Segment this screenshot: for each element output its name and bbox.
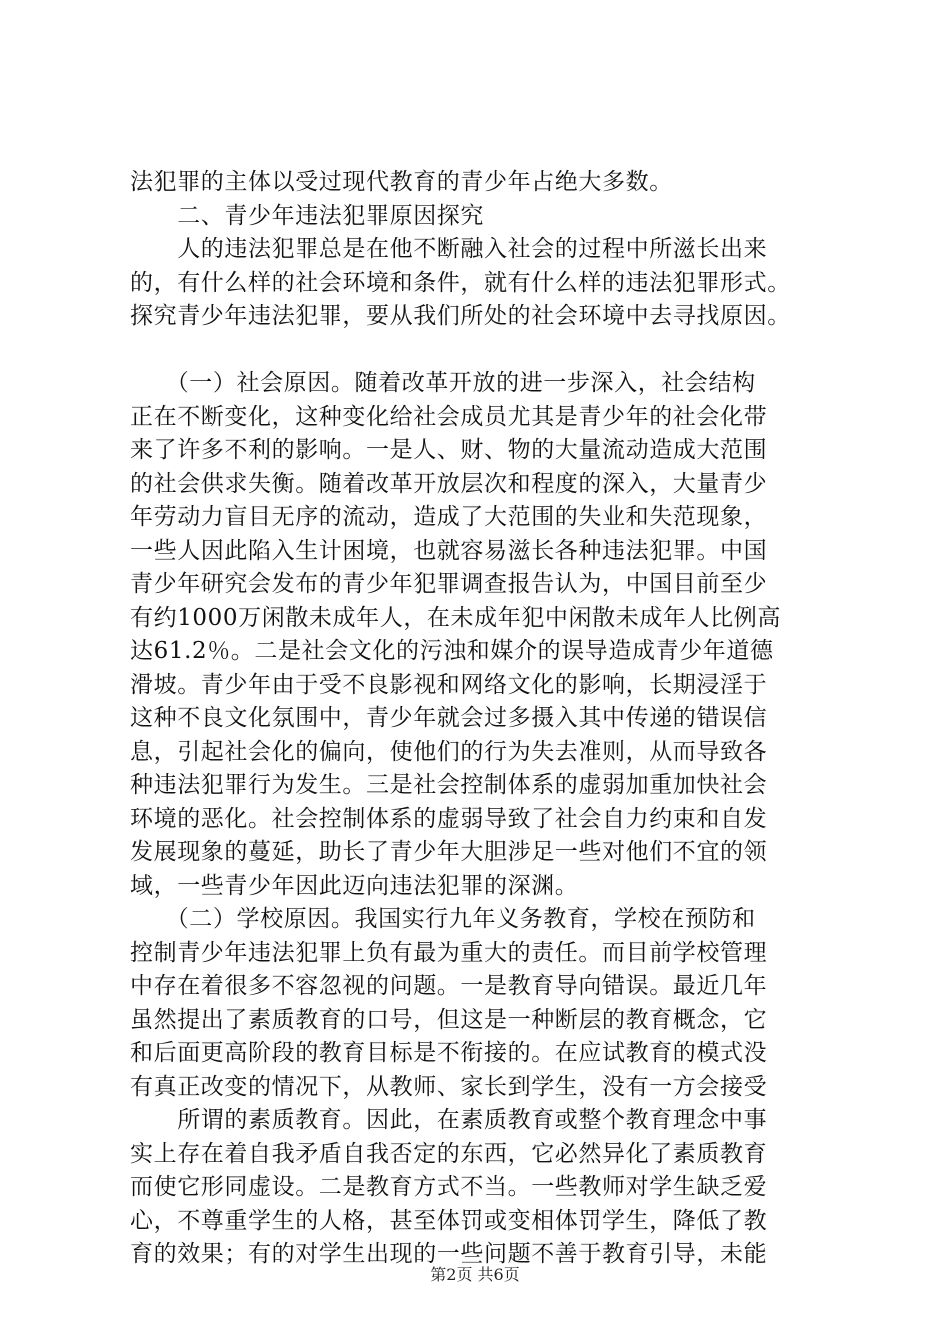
text-line: 探究青少年违法犯罪，要从我们所处的社会环境中去寻找原因。 <box>130 303 791 329</box>
text-line: 控制青少年违法犯罪上负有最为重大的责任。而目前学校管理 <box>130 939 768 966</box>
text-line: 发展现象的蔓延，助长了青少年大胆涉足一些对他们不宜的领 <box>130 839 768 865</box>
text-line: 中存在着很多不容忽视的问题。一是教育导向错误。最近几年 <box>130 973 768 999</box>
text-line: （二）学校原因。我国实行九年义务教育，学校在预防和 <box>130 906 756 932</box>
text-line: 达61.2％。二是社会文化的污浊和媒介的误导造成青少年道德 <box>130 638 774 664</box>
text-line: 和后面更高阶段的教育目标是不衔接的。在应试教育的模式没 <box>130 1040 768 1066</box>
text-line: 这种不良文化氛围中，青少年就会过多摄入其中传递的错误信 <box>130 705 768 731</box>
text-line: 所谓的素质教育。因此，在素质教育或整个教育理念中事 <box>130 1107 768 1133</box>
text-line: 滑坡。青少年由于受不良影视和网络文化的影响，长期浸淫于 <box>130 671 768 698</box>
text-line: 法犯罪的主体以受过现代教育的青少年占绝大多数。 <box>130 169 673 195</box>
page-footer: 第2页 共6页 <box>430 1265 520 1284</box>
text-line: 人的违法犯罪总是在他不断融入社会的过程中所滋长出来 <box>130 236 768 262</box>
text-line: 种违法犯罪行为发生。三是社会控制体系的虚弱加重加快社会 <box>130 772 768 798</box>
text-line: 环境的恶化。社会控制体系的虚弱导致了社会自力约束和自发 <box>130 805 768 832</box>
text-line: 来了许多不利的影响。一是人、财、物的大量流动造成大范围 <box>130 437 768 463</box>
text-line: 有真正改变的情况下，从教师、家长到学生，没有一方会接受 <box>130 1073 768 1100</box>
text-line: 的，有什么样的社会环境和条件，就有什么样的违法犯罪形式。 <box>130 269 791 296</box>
text-line: 的社会供求失衡。随着改革开放层次和程度的深入，大量青少 <box>130 470 768 497</box>
text-line: 二、青少年违法犯罪原因探究 <box>130 202 484 229</box>
text-line: 虽然提出了素质教育的口号，但这是一种断层的教育概念，它 <box>130 1006 768 1033</box>
text-line: 有约1000万闲散未成年人，在未成年犯中闲散未成年人比例高 <box>130 604 781 631</box>
text-line: 息，引起社会化的偏向，使他们的行为失去准则，从而导致各 <box>130 738 768 765</box>
document-body <box>130 166 830 1272</box>
text-line: 心，不尊重学生的人格，甚至体罚或变相体罚学生，降低了教 <box>130 1207 768 1234</box>
text-line: 域，一些青少年因此迈向违法犯罪的深渊。 <box>130 872 579 899</box>
text-line: 正在不断变化，这种变化给社会成员尤其是青少年的社会化带 <box>130 403 768 430</box>
text-line: 育的效果；有的对学生出现的一些问题不善于教育引导，未能 <box>130 1241 768 1267</box>
blank-line <box>130 334 830 368</box>
text-line: （一）社会原因。随着改革开放的进一步深入，社会结构 <box>130 370 756 396</box>
text-line: 而使它形同虚设。二是教育方式不当。一些教师对学生缺乏爱 <box>130 1174 768 1200</box>
text-line: 一些人因此陷入生计困境，也就容易滋长各种违法犯罪。中国 <box>130 537 768 564</box>
text-line: 实上存在着自我矛盾自我否定的东西，它必然异化了素质教育 <box>130 1140 768 1167</box>
text-line: 青少年研究会发布的青少年犯罪调查报告认为，中国目前至少 <box>130 571 768 597</box>
text-line: 年劳动力盲目无序的流动，造成了大范围的失业和失范现象， <box>130 504 768 530</box>
